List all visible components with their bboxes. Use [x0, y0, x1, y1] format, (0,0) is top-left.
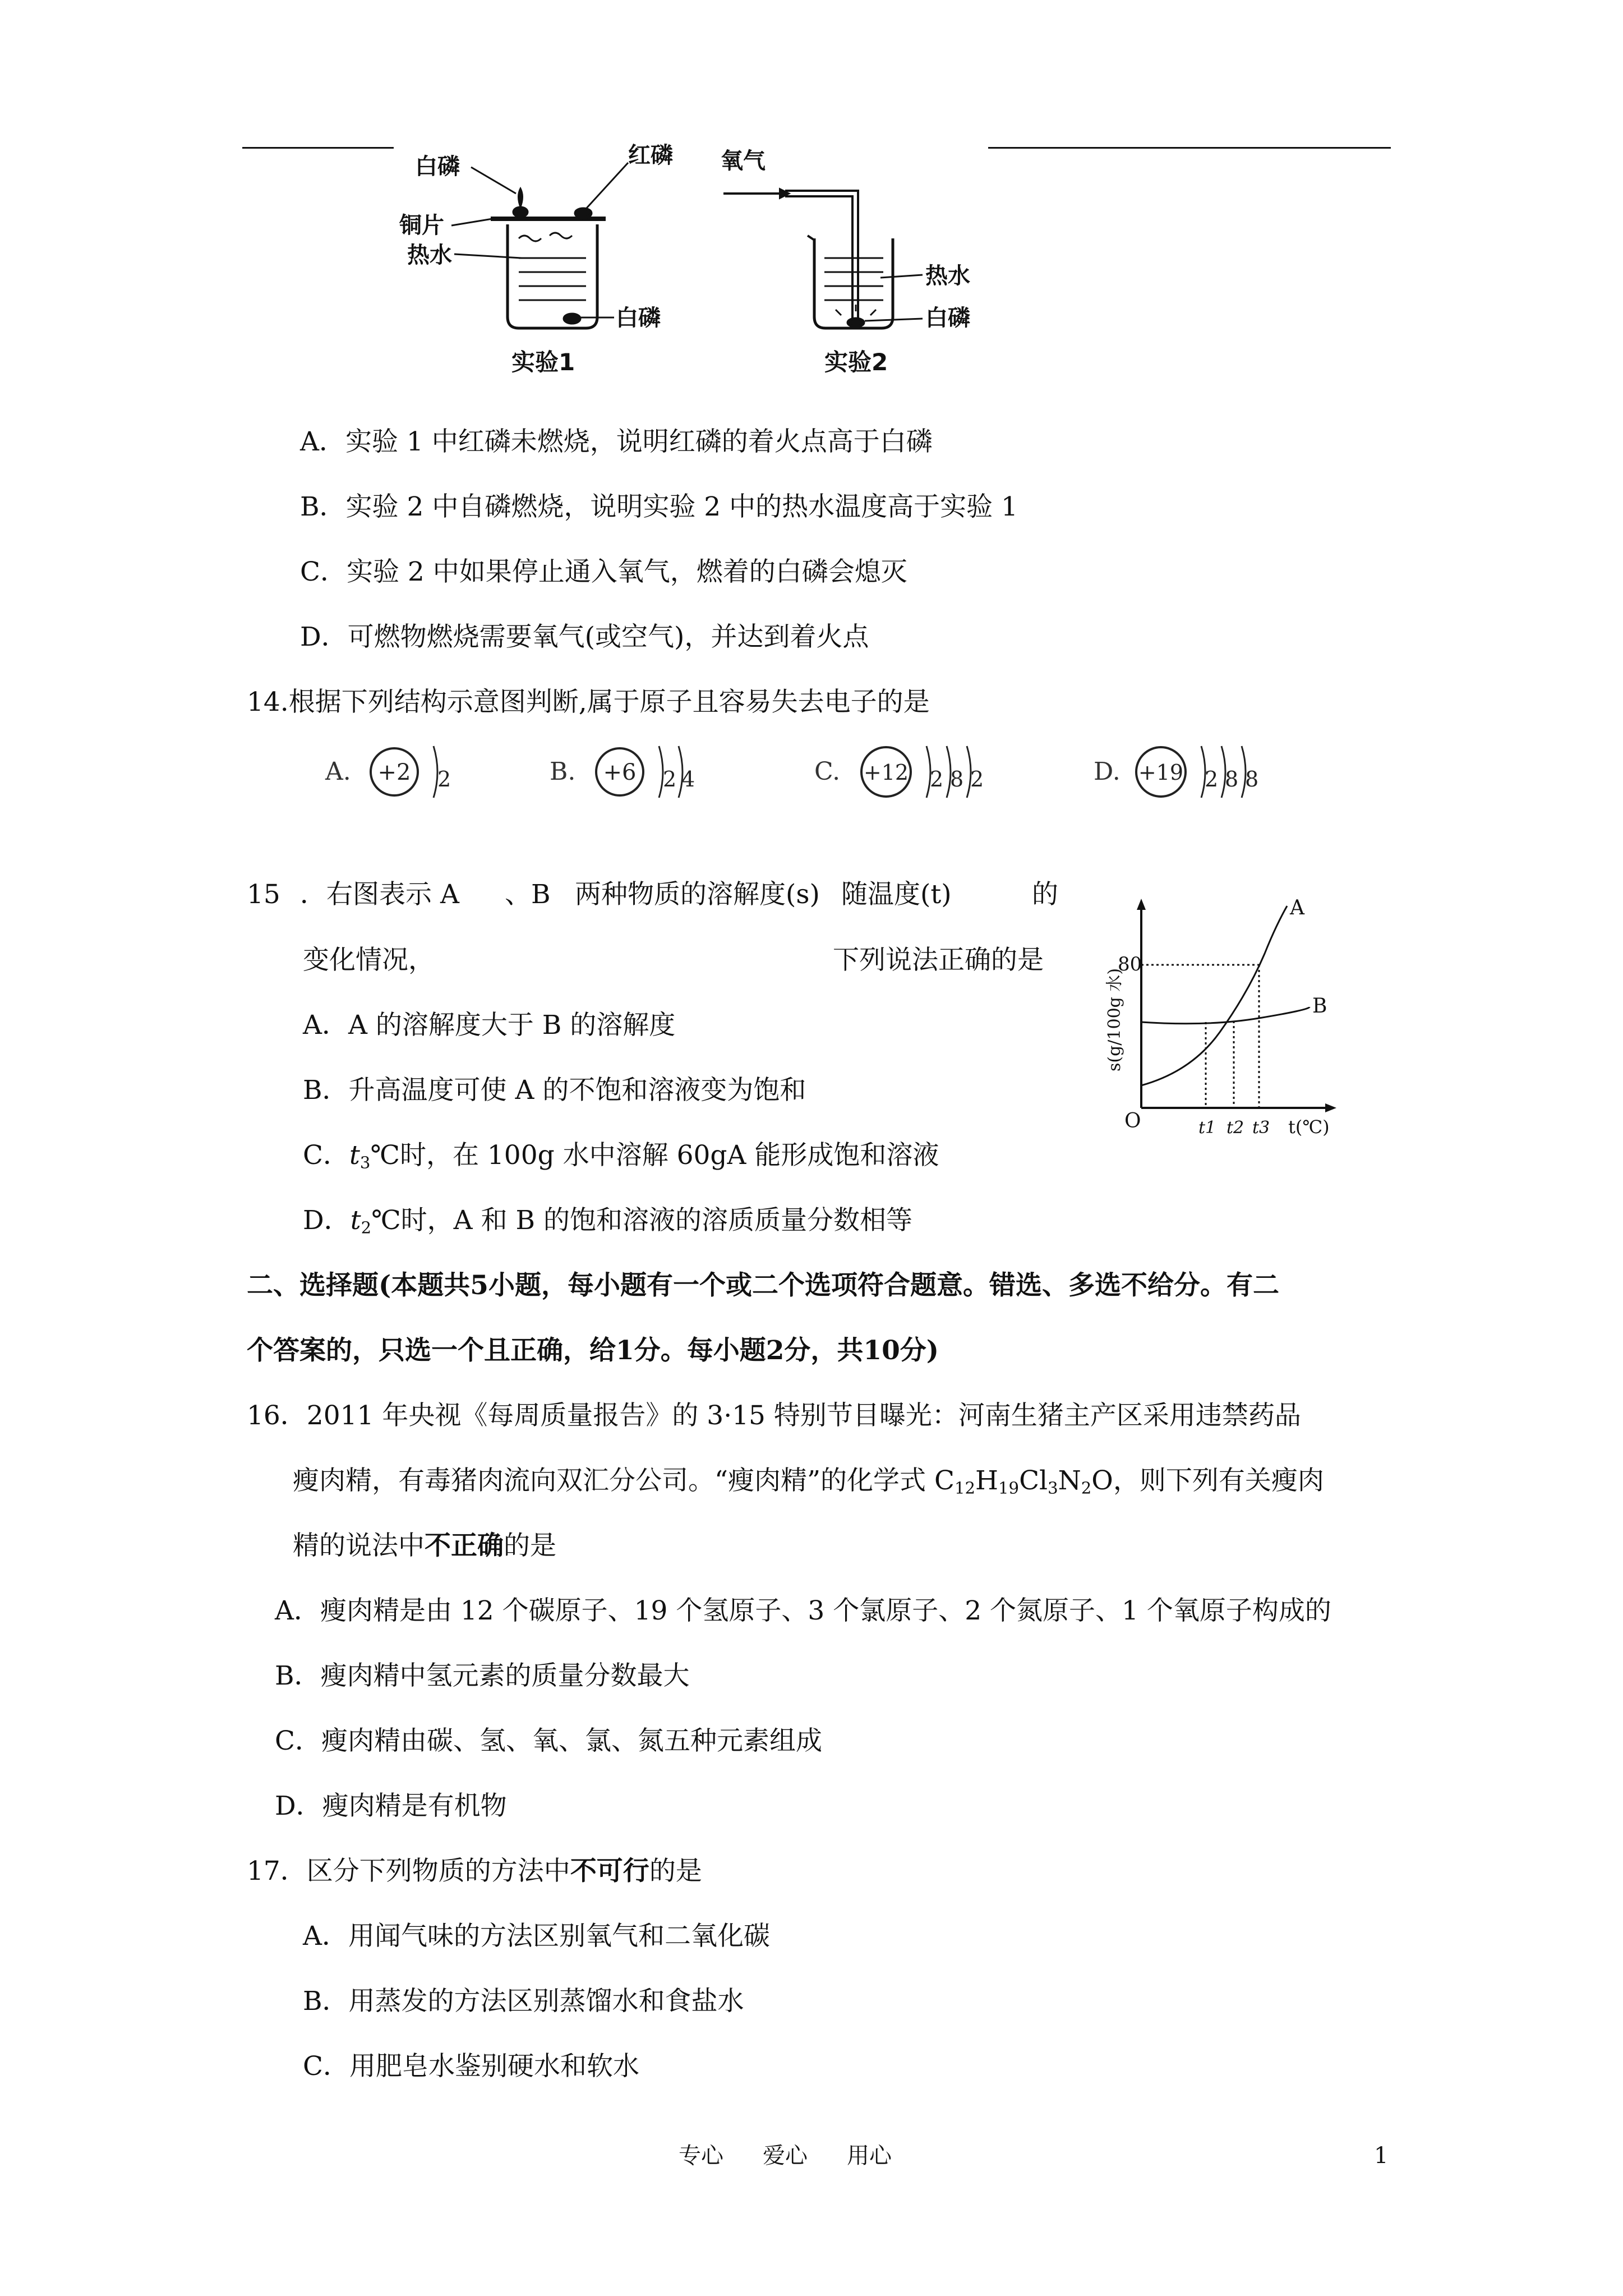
label-hot-water-2: 热水 [925, 263, 970, 289]
q15-stem-line2-left: 变化情况， [303, 945, 435, 976]
q15-option-c: C．$t_3℃$时，在 100g 水中溶解 60gA 能形成饱和溶液 [303, 1140, 939, 1172]
graph-curve-a-label: A [1290, 896, 1304, 919]
graph-x-tick-t1: t1 [1198, 1118, 1216, 1138]
q15-stem-part-4: 随温度(t) [841, 879, 952, 910]
graph-x-axis-label: t(℃) [1288, 1116, 1330, 1138]
q14-stem: 14.根据下列结构示意图判断,属于原子且容易失去电子的是 [247, 687, 930, 717]
label-white-phosphorus-2: 白磷 [925, 305, 970, 331]
curve-b [1141, 1007, 1310, 1024]
q17-option-b: B．用蒸发的方法区别蒸馏水和食盐水 [303, 1986, 744, 2017]
caption-experiment-2: 实验2 [824, 348, 888, 376]
section-2-heading-line1: 二、选择题(本题共5小题，每小题有一个或二个选项符合题意。错选、多选不给分。有二 [247, 1270, 1279, 1301]
atom-b-shell-2: 4 [681, 767, 695, 792]
experiment-2-diagram [723, 188, 923, 328]
q15-stem-part-5: 的 [1032, 879, 1058, 910]
atom-b-shell-1: 2 [663, 767, 677, 792]
q14-atom-diagrams [314, 735, 1312, 813]
footer-motto-3: 用心 [847, 2143, 892, 2169]
q16-option-b: B．瘦肉精中氢元素的质量分数最大 [275, 1660, 690, 1691]
section-2-heading-line2: 个答案的，只选一个且正确，给1分。每小题2分，共10分) [247, 1335, 939, 1366]
header-rule-right [988, 147, 1391, 149]
white-phosphorus-bottom [564, 314, 580, 323]
graph-curve-b-label: B [1312, 995, 1327, 1018]
q17-stem: 17．区分下列物质的方法中不可行的是 [247, 1856, 702, 1887]
label-white-phosphorus-bottom: 白磷 [616, 305, 661, 331]
atom-d-shell-1: 2 [1205, 767, 1219, 792]
atom-d-shell-2: 8 [1225, 767, 1239, 792]
atom-c-shell-1: 2 [930, 767, 944, 792]
q15-stem-part-3: 两种物质的溶解度(s) [575, 879, 820, 910]
q16-stem-line2: 瘦肉精，有毒猪肉流向双汇分公司。“瘦肉精”的化学式 $C_{12}H_{19}Cl_3N_2O$，则下列有关瘦肉 [293, 1465, 1324, 1498]
atom-diagram-b [550, 746, 695, 798]
label-copper-sheet: 铜片 [399, 213, 444, 238]
caption-experiment-1: 实验1 [511, 348, 575, 376]
graph-x-tick-t3: t3 [1252, 1118, 1270, 1138]
q15-option-b: B．升高温度可使 A 的不饱和溶液变为饱和 [303, 1075, 806, 1106]
q13-option-b: B．实验 2 中自磷燃烧，说明实验 2 中的热水温度高于实验 1 [300, 491, 1018, 522]
q16-option-d: D．瘦肉精是有机物 [275, 1791, 507, 1821]
atom-b-nucleus: +6 [603, 760, 637, 785]
q15-stem-line2-right: 下列说法正确的是 [833, 945, 1044, 976]
experiment-1-diagram [451, 163, 628, 328]
q16-option-a: A．瘦肉精是由 12 个碳原子、19 个氢原子、3 个氯原子、2 个氮原子、1 个氧原子构成的 [275, 1595, 1331, 1626]
q13-option-c: C．实验 2 中如果停止通入氧气，燃着的白磷会熄灭 [300, 556, 907, 587]
label-white-phosphorus-top: 白磷 [415, 154, 460, 180]
atom-diagram-d [1094, 746, 1258, 798]
q15-option-d: D．$t_2℃$时，A 和 B 的饱和溶液的溶质质量分数相等 [303, 1205, 912, 1237]
q17-option-c: C．用肥皂水鉴别硬水和软水 [303, 2051, 639, 2082]
page-number: 1 [1374, 2143, 1389, 2169]
atom-c-letter: C. [814, 757, 841, 786]
label-red-phosphorus: 红磷 [628, 142, 673, 168]
atom-c-shell-3: 2 [970, 767, 984, 792]
footer-motto-2: 爱心 [763, 2143, 808, 2169]
solubility-graph [1085, 892, 1349, 1150]
q13-option-d: D．可燃物燃烧需要氧气(或空气)，并达到着火点 [300, 622, 869, 652]
atom-a-letter: A. [325, 757, 351, 786]
label-hot-water-1: 热水 [407, 242, 452, 268]
q15-stem-part-1: ．右图表示 A [300, 879, 459, 910]
curve-a [1141, 906, 1287, 1085]
atom-diagram-c [814, 746, 984, 798]
flame [518, 188, 523, 208]
footer-motto [679, 2142, 892, 2170]
graph-y-axis-label: s(g/100g 水) [1105, 968, 1124, 1071]
white-phosphorus-top [514, 208, 527, 217]
atom-c-nucleus: +12 [863, 760, 909, 785]
beaker-1 [508, 224, 597, 328]
q16-option-c: C．瘦肉精由碳、氢、氧、氯、氮五种元素组成 [275, 1726, 822, 1756]
atom-d-letter: D. [1094, 757, 1121, 786]
q15-number: 15 [247, 879, 280, 910]
header-rule-left [242, 147, 394, 149]
red-phosphorus [575, 209, 591, 218]
atom-a-shell-1: 2 [437, 767, 451, 792]
q17-option-a: A．用闻气味的方法区别氧气和二氧化碳 [303, 1921, 770, 1952]
q15-option-a: A．A 的溶解度大于 B 的溶解度 [303, 1010, 676, 1041]
atom-b-letter: B. [550, 757, 576, 786]
atom-d-nucleus: +19 [1138, 760, 1184, 785]
atom-d-shell-3: 8 [1245, 767, 1259, 792]
atom-a-nucleus: +2 [377, 760, 411, 785]
q16-stem-line3: 精的说法中不正确的是 [293, 1530, 556, 1561]
q13-option-a: A．实验 1 中红磷未燃烧，说明红磷的着火点高于白磷 [300, 426, 933, 457]
label-oxygen: 氧气 [721, 148, 766, 174]
graph-y-tick: 80 [1118, 953, 1142, 976]
q16-stem-line1: 16．2011 年央视《每周质量报告》的 3·15 特别节目曝光：河南生猪主产区采用违禁药品 [247, 1400, 1301, 1431]
graph-origin: O [1124, 1110, 1141, 1133]
experiment-figure [393, 140, 1009, 387]
atom-diagram-a [325, 746, 451, 798]
graph-x-tick-t2: t2 [1227, 1118, 1244, 1138]
footer-motto-1: 专心 [679, 2143, 723, 2169]
atom-c-shell-2: 8 [950, 767, 964, 792]
q15-stem-part-2: 、B [505, 879, 551, 910]
